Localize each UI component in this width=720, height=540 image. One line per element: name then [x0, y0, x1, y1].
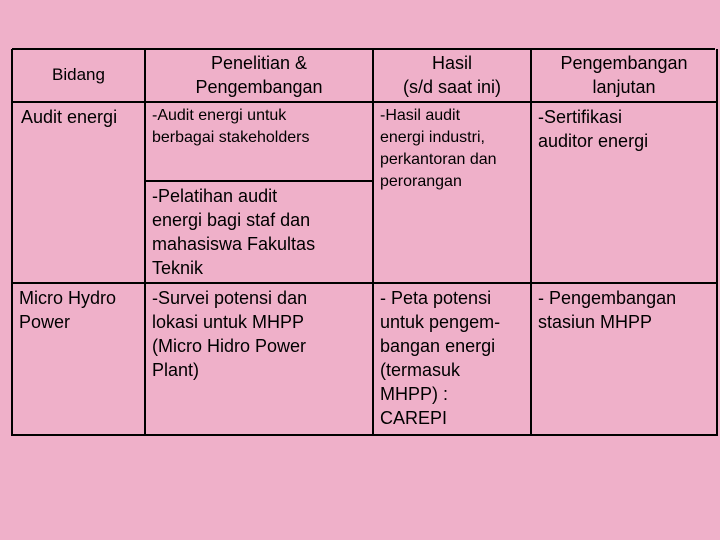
- cell-lanjutan-audit: -Sertifikasi auditor energi: [531, 102, 717, 283]
- table-header-row: [12, 49, 717, 102]
- cell-hasil-audit: -Hasil audit energi industri, perkantoran dan perorangan: [373, 102, 531, 283]
- cell-hasil-micro-hydro: - Peta potensi untuk pengem- bangan energi (termasuk MHPP) : CAREPI: [373, 283, 531, 435]
- cell-penelitian-audit-1: -Audit energi untuk berbagai stakeholders: [145, 102, 373, 181]
- header-lanjutan: Pengembangan lanjutan: [531, 49, 717, 102]
- header-bidang: Bidang: [12, 49, 145, 102]
- table-row: [12, 283, 717, 435]
- cell-bidang-audit: Audit energi: [12, 102, 145, 283]
- cell-bidang-micro-hydro: Micro Hydro Power: [12, 283, 145, 435]
- header-penelitian: Penelitian & Pengembangan: [145, 49, 373, 102]
- cell-penelitian-micro-hydro: -Survei potensi dan lokasi untuk MHPP (Micro Hidro Power Plant): [145, 283, 373, 435]
- cell-penelitian-audit-2: -Pelatihan audit energi bagi staf dan mahasiswa Fakultas Teknik: [145, 181, 373, 283]
- header-hasil: Hasil (s/d saat ini): [373, 49, 531, 102]
- cell-lanjutan-micro-hydro: - Pengembangan stasiun MHPP: [531, 283, 717, 435]
- research-table: [11, 49, 718, 436]
- table-row: [12, 102, 717, 181]
